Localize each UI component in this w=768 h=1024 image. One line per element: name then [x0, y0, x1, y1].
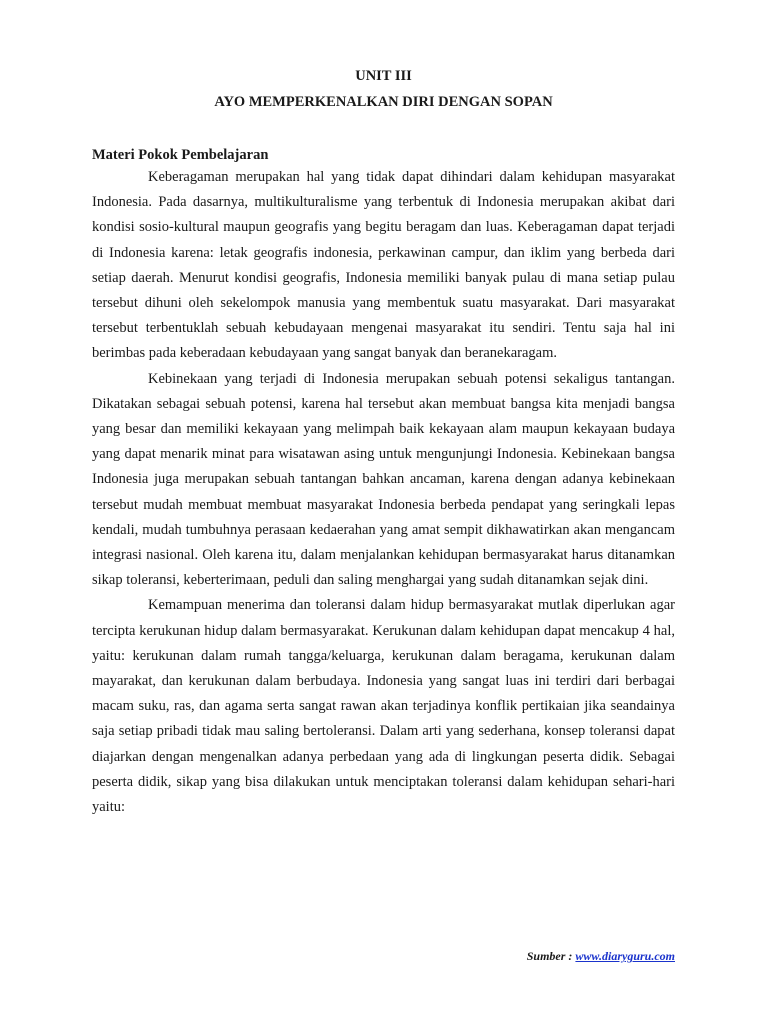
page-title: AYO MEMPERKENALKAN DIRI DENGAN SOPAN: [214, 94, 553, 110]
section-heading: Materi Pokok Pembelajaran: [92, 147, 269, 163]
document-body: [92, 165, 675, 820]
source-link[interactable]: www.diaryguru.com: [575, 949, 675, 963]
document-page: [92, 0, 675, 1024]
source-label: Sumber :: [526, 949, 576, 963]
paragraph: Kebinekaan yang terjadi di Indonesia merupakan sebuah potensi sekaligus tantangan. Dikatakan sebagai sebuah potensi, karena hal tersebut akan membuat bangsa kita menjadi bangsa yang besar dan memiliki kekayaan yang melimpah baik kekayaan alam maupun kekayaan budaya yang dapat menarik minat para wisatawan asing untuk mengunjungi Indonesia. Kebinekaan bangsa Indonesia juga merupakan sebuah tantangan bahkan ancaman, karena dengan adanya kebinekaan tersebut mudah membuat membuat masyarakat Indonesia berbeda pendapat yang seringkali lepas kendali, mudah tumbuhnya perasaan kedaerahan yang amat sempit dikhawatirkan akan mengancam integrasi nasional. Oleh karena itu, dalam menjalankan kehidupan bermasyarakat harus ditanamkan sikap toleransi, keberterimaan, peduli dan saling menghargai yang sudah ditanamkan sejak dini.: [92, 370, 675, 589]
paragraph: Keberagaman merupakan hal yang tidak dapat dihindari dalam kehidupan masyarakat Indonesia. Pada dasarnya, multikulturalisme yang terbentuk di Indonesia merupakan akibat dari kondisi sosio-kultural maupun geografis yang begitu beragam dan luas. Keberagaman dapat terjadi di Indonesia karena: letak geografis indonesia, perkawinan campur, dan iklim yang berbeda dari setiap daerah. Menurut kondisi geografis, Indonesia memiliki banyak pulau di mana setiap pulau tersebut dihuni oleh sekelompok manusia yang membentuk suatu masyarakat. Dari masyarakat tersebut terbentuklah sebuah kebudayaan mengenai masyarakat itu sendiri. Tentu saja hal ini berimbas pada keberadaan kebudayaan yang sangat banyak dan beranekaragam.: [92, 169, 675, 362]
source-footer: [527, 946, 675, 966]
unit-title: UNIT III: [355, 68, 412, 84]
paragraph: Kemampuan menerima dan toleransi dalam hidup bermasyarakat mutlak diperlukan agar tercipta kerukunan hidup dalam bermasyarakat. Kerukunan dalam kehidupan dapat mencakup 4 hal, yaitu: kerukunan dalam rumah tangga/keluarga, kerukunan dalam beragama, kerukunan dalam mayarakat, dan kerukunan dalam berbudaya. Indonesia yang sangat luas ini terdiri dari berbagai macam suku, ras, dan agama serta sangat rawan akan terjadinya konflik pertikaian jika seandainya saja setiap pribadi tidak mau saling bertoleransi. Dalam arti yang sederhana, konsep toleransi dapat diajarkan dengan mengenalkan adanya perbedaan yang ada di lingkungan peserta didik. Sebagai peserta didik, sikap yang bisa dilakukan untuk menciptakan toleransi dalam kehidupan sehari-hari yaitu:: [92, 597, 675, 816]
